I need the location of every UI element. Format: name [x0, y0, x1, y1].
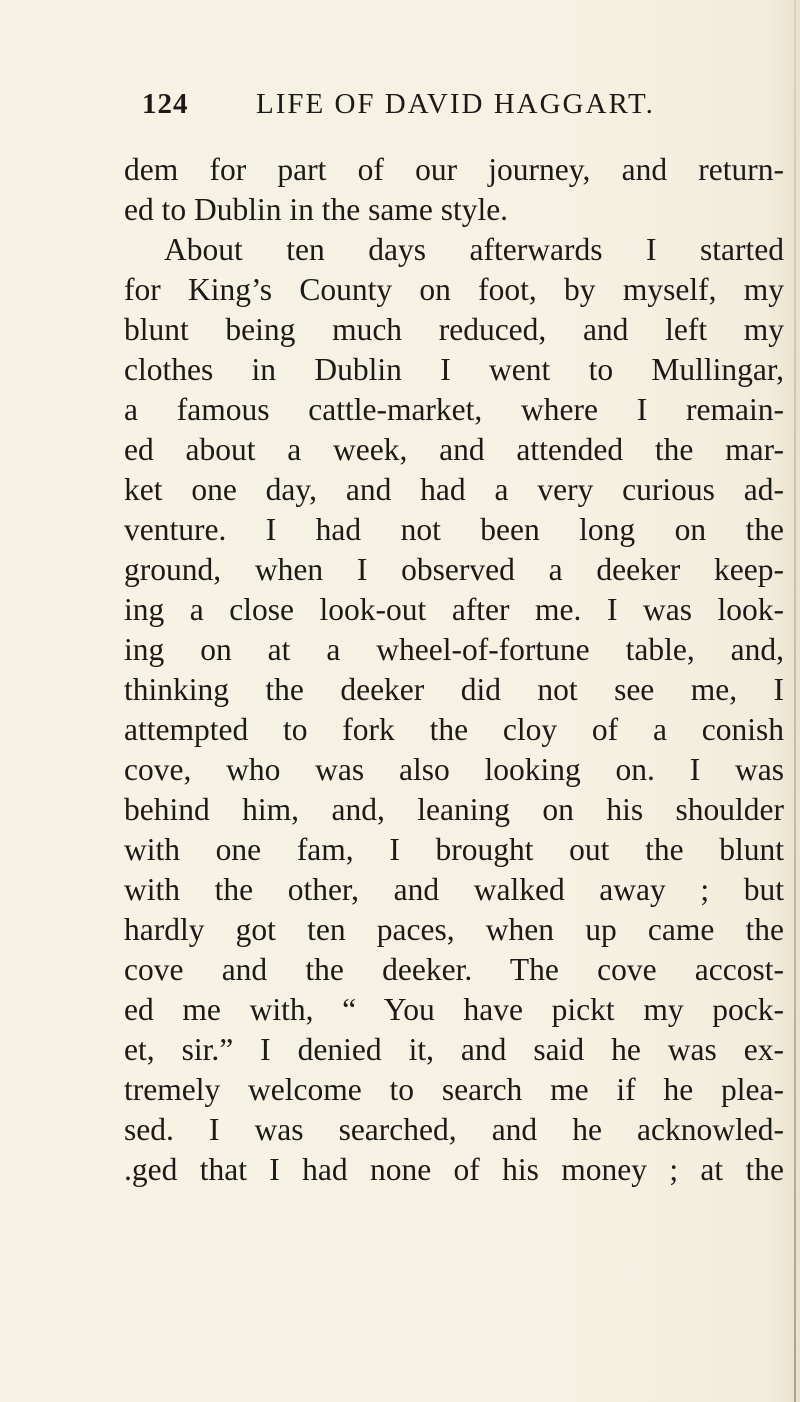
- text-line: ket one day, and had a very curious ad-: [124, 472, 784, 507]
- text-line: thinking the deeker did not see me, I: [124, 672, 784, 707]
- text-line: for King’s County on foot, by myself, my: [124, 272, 784, 307]
- text-line: ing a close look-out after me. I was look-: [124, 592, 784, 627]
- text-line: attempted to fork the cloy of a conish: [124, 712, 784, 747]
- body-text: [124, 150, 784, 1190]
- text-line: with the other, and walked away ; but: [124, 872, 784, 907]
- text-line: behind him, and, leaning on his shoulder: [124, 792, 784, 827]
- text-line: hardly got ten paces, when up came the: [124, 912, 784, 947]
- text-line: ed me with, “ You have pickt my pock-: [124, 992, 784, 1027]
- text-line: et, sir.” I denied it, and said he was ex-: [124, 1032, 784, 1067]
- text-line: a famous cattle-market, where I remain-: [124, 392, 784, 427]
- text-line: ed to Dublin in the same style.: [124, 192, 509, 227]
- text-line: venture. I had not been long on the: [124, 512, 784, 547]
- text-line: blunt being much reduced, and left my: [124, 312, 784, 347]
- text-line: ground, when I observed a deeker keep-: [124, 552, 784, 587]
- text-line: ing on at a wheel-of-fortune table, and,: [124, 632, 784, 667]
- text-line: .ged that I had none of his money ; at the: [124, 1152, 784, 1187]
- text-line: About ten days afterwards I started: [164, 232, 784, 267]
- text-line: sed. I was searched, and he acknowled-: [124, 1112, 784, 1147]
- text-line: ed about a week, and attended the mar-: [124, 432, 784, 467]
- text-line: dem for part of our journey, and return-: [124, 152, 784, 187]
- page-edge: [794, 0, 796, 1402]
- page-number: 124: [142, 88, 189, 120]
- text-line: cove, who was also looking on. I was: [124, 752, 784, 787]
- text-line: tremely welcome to search me if he plea-: [124, 1072, 784, 1107]
- running-title: LIFE OF DAVID HAGGART.: [256, 88, 655, 120]
- text-line: with one fam, I brought out the blunt: [124, 832, 784, 867]
- text-line: cove and the deeker. The cove accost-: [124, 952, 784, 987]
- text-line: clothes in Dublin I went to Mullingar,: [124, 352, 784, 387]
- running-head: [142, 88, 742, 128]
